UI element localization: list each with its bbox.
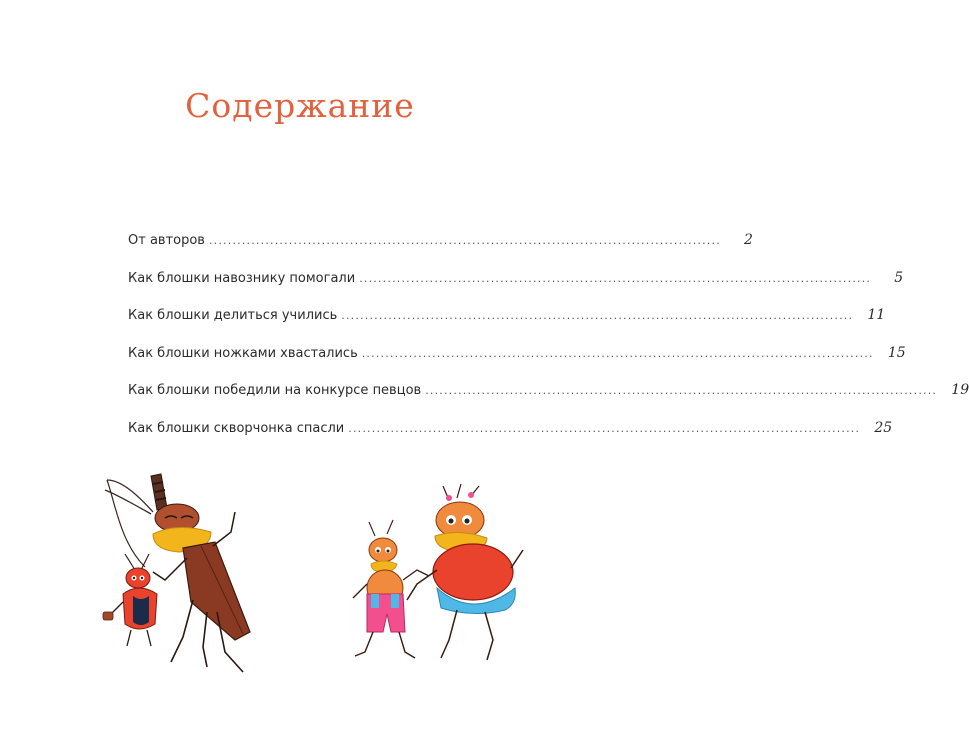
toc-dot-leader: ............................................................................................................. (348, 421, 861, 435)
toc-entry-title: Как блошки скворчонка спасли (128, 420, 345, 436)
toc-entry-page: 15 (887, 344, 906, 361)
toc-entry-title: От авторов (128, 233, 205, 248)
toc-dot-leader: ............................................................................................................. (341, 309, 854, 322)
toc-entry[interactable] (128, 344, 906, 383)
table-of-contents (128, 232, 969, 457)
toc-entry-page: 19 (951, 382, 969, 398)
toc-entry[interactable] (128, 307, 886, 345)
page-title: Содержание (185, 86, 415, 125)
toc-entry-page: 11 (867, 307, 886, 323)
illustration-two-fleas (345, 480, 530, 670)
toc-entry-page: 25 (874, 419, 893, 436)
toc-entry[interactable] (128, 419, 893, 458)
toc-dot-leader: ............................................................................................................. (359, 271, 872, 285)
toc-entry-title: Как блошки навознику помогали (128, 270, 356, 286)
illustration-beetle-and-flea (95, 462, 265, 682)
toc-entry[interactable] (128, 269, 904, 308)
toc-entry-title: Как блошки делиться учились (128, 308, 338, 323)
toc-dot-leader: ............................................................................................................. (208, 234, 721, 247)
toc-entry-title: Как блошки ножками хвастались (128, 345, 358, 361)
toc-entry-title: Как блошки победили на конкурсе певцов (128, 383, 422, 398)
toc-entry[interactable] (128, 232, 753, 270)
toc-entry-page: 5 (894, 269, 904, 286)
toc-dot-leader: ............................................................................................................. (425, 384, 938, 397)
toc-entry[interactable] (128, 382, 969, 420)
toc-entry-page: 2 (743, 232, 753, 248)
toc-dot-leader: ............................................................................................................. (361, 346, 874, 360)
